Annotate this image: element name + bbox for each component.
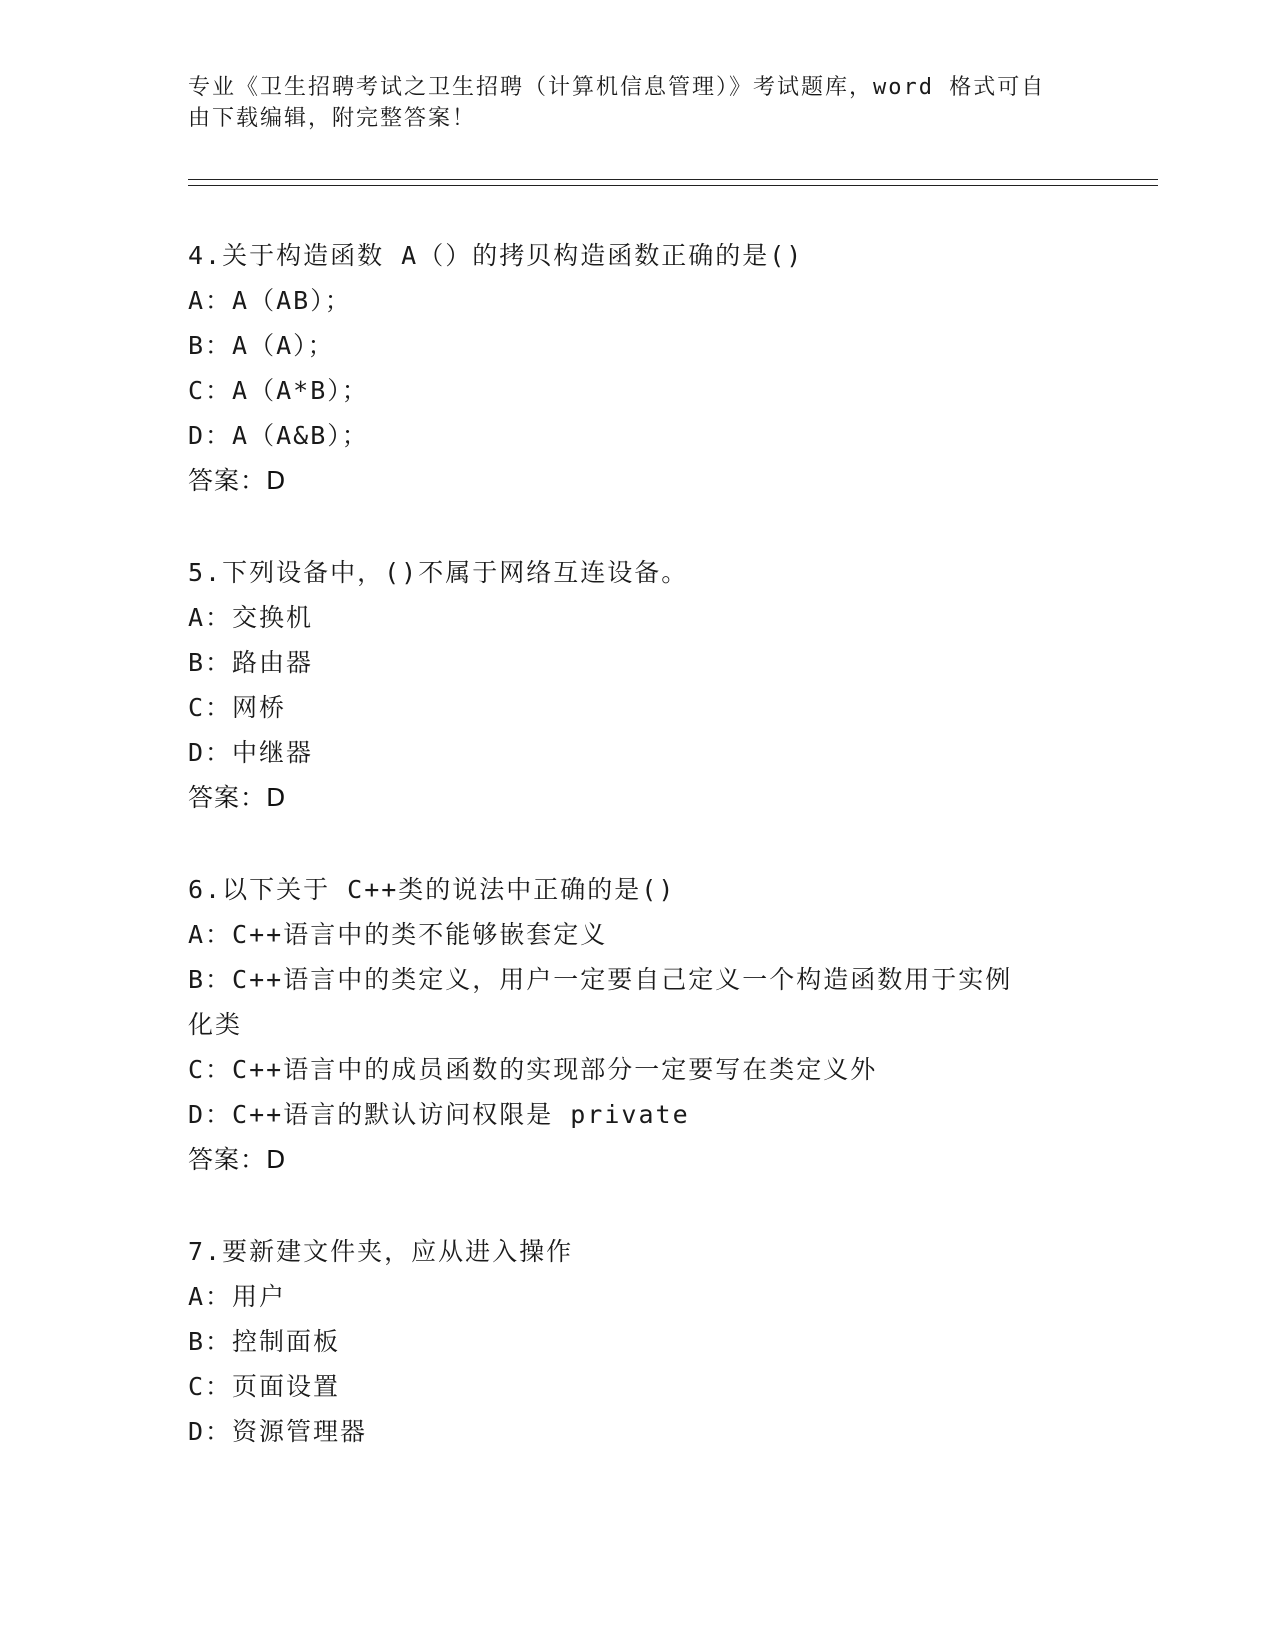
answer-label: 答案：D <box>188 1145 287 1174</box>
option-b: B：A（A）； <box>188 331 335 360</box>
option-d: D：中继器 <box>188 738 314 767</box>
option-b-continuation: 化类 <box>188 1010 243 1039</box>
option-d: D：C++语言的默认访问权限是 private <box>188 1100 690 1129</box>
question-stem: 6.以下关于 C++类的说法中正确的是() <box>188 875 676 904</box>
option-d: D：A（A&B）； <box>188 421 369 450</box>
document-header <box>188 72 1068 134</box>
option-c: C：网桥 <box>188 693 287 722</box>
header-divider-bottom <box>188 185 1158 186</box>
answer-label: 答案：D <box>188 783 287 812</box>
option-c: C：A（A*B）； <box>188 376 369 405</box>
option-b: B：路由器 <box>188 648 314 677</box>
option-a: A：A（AB）； <box>188 286 352 315</box>
option-a: A：用户 <box>188 1282 287 1311</box>
option-a: A：C++语言中的类不能够嵌套定义 <box>188 920 608 949</box>
question-stem: 7.要新建文件夹，应从进入操作 <box>188 1237 574 1266</box>
option-c: C：C++语言中的成员函数的实现部分一定要写在类定义外 <box>188 1055 878 1084</box>
answer-label: 答案：D <box>188 466 287 495</box>
question-6 <box>188 867 1088 1182</box>
option-a: A：交换机 <box>188 603 314 632</box>
header-line-1: 专业《卫生招聘考试之卫生招聘（计算机信息管理）》考试题库，word 格式可自 <box>188 75 1046 100</box>
option-c: C：页面设置 <box>188 1372 341 1401</box>
question-4 <box>188 233 1088 503</box>
option-b: B：控制面板 <box>188 1327 341 1356</box>
header-line-2: 由下载编辑，附完整答案！ <box>188 106 477 131</box>
question-5 <box>188 550 1088 820</box>
question-stem: 5.下列设备中，()不属于网络互连设备。 <box>188 558 689 587</box>
header-divider-top <box>188 179 1158 180</box>
question-stem: 4.关于构造函数 A（）的拷贝构造函数正确的是() <box>188 241 804 270</box>
option-b: B：C++语言中的类定义，用户一定要自己定义一个构造函数用于实例 <box>188 965 1013 994</box>
option-d: D：资源管理器 <box>188 1417 368 1446</box>
question-7 <box>188 1229 1088 1454</box>
